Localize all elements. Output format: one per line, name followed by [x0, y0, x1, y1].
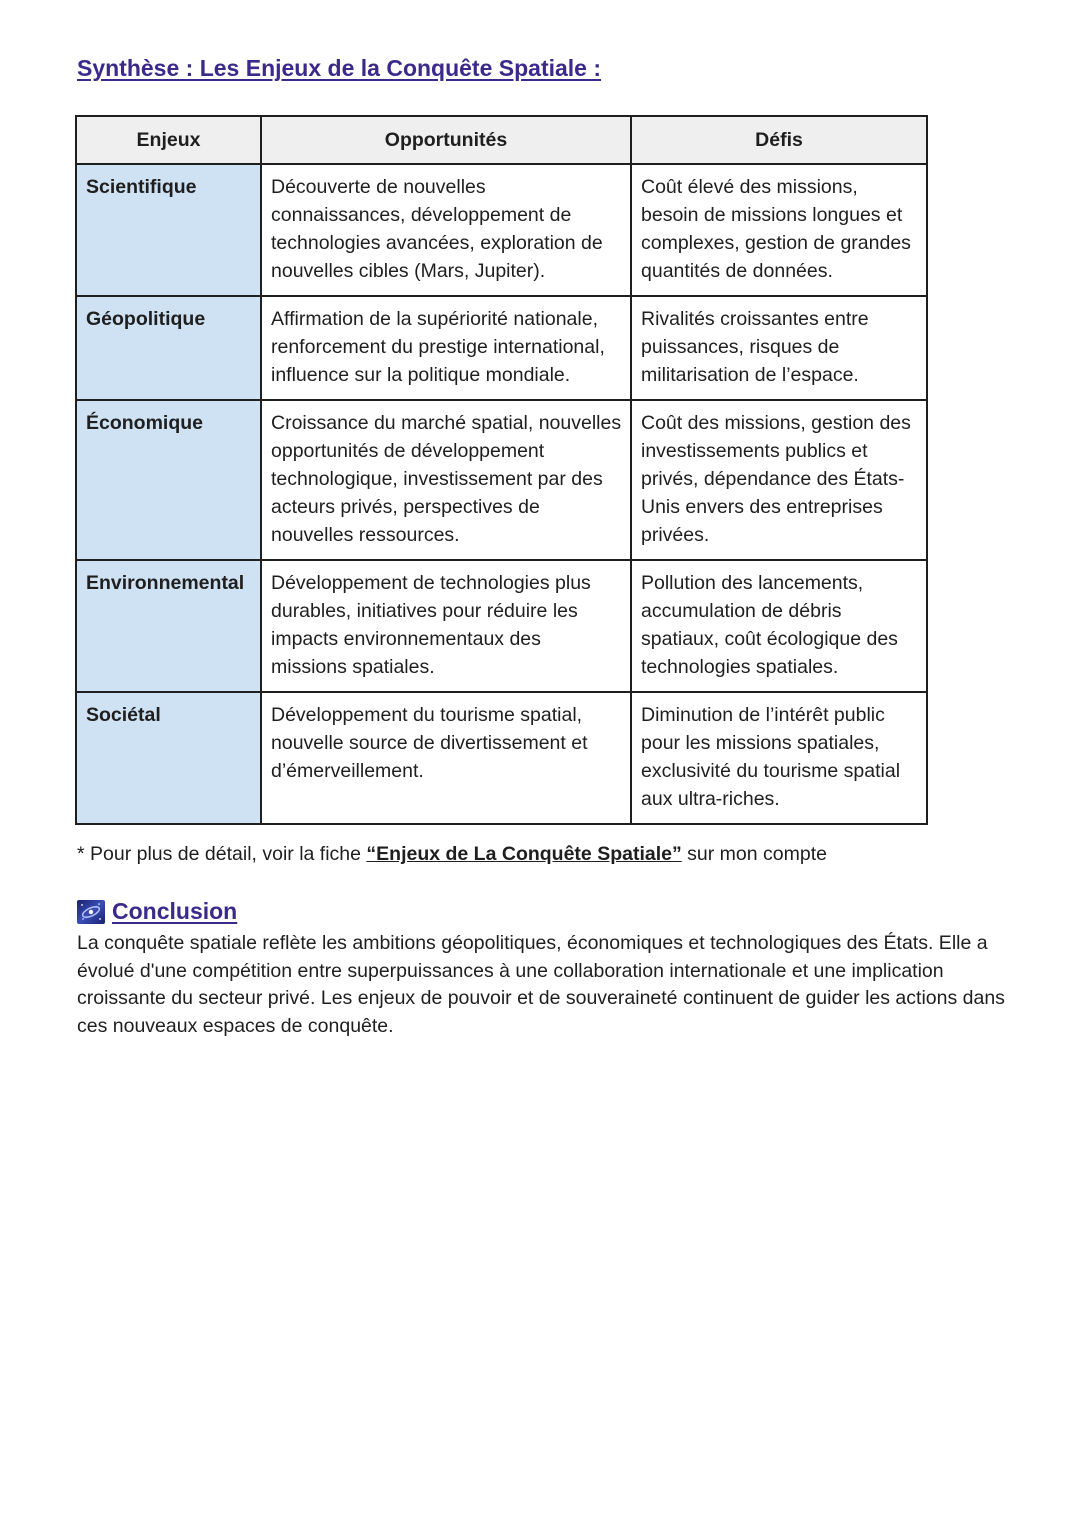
defis-cell: Coût élevé des missions, besoin de missions longues et complexes, gestion de grandes quantités de données.: [631, 164, 927, 296]
table-row: [76, 560, 927, 692]
enjeu-cell: Économique: [76, 400, 261, 560]
table-row: [76, 164, 927, 296]
table-header-row: [76, 116, 927, 164]
enjeu-cell: Scientifique: [76, 164, 261, 296]
galaxy-icon: [77, 900, 105, 924]
fiche-link[interactable]: “Enjeux de La Conquête Spatiale”: [366, 843, 682, 865]
footnote-suffix: sur mon compte: [681, 843, 827, 865]
enjeu-cell: Environnemental: [76, 560, 261, 692]
conclusion-text: La conquête spatiale reflète les ambitions géopolitiques, économiques et technologiques des États. Elle a évolué d'une compétition entre superpuissances à une collaboration internationale et une implication croissante du secteur privé. Les enjeux de pouvoir et de souveraineté continuent de guider les actions dans ces nouveaux espaces de conquête.: [77, 932, 1005, 1037]
enjeu-cell: Géopolitique: [76, 296, 261, 400]
table-row: [76, 296, 927, 400]
column-header-opportunites: Opportunités: [261, 116, 631, 164]
footnote: [77, 843, 827, 866]
page-title: Synthèse : Les Enjeux de la Conquête Spatiale :: [77, 55, 602, 81]
table-row: [76, 400, 927, 560]
defis-cell: Coût des missions, gestion des investissements publics et privés, dépendance des États-Unis envers des entreprises privées.: [631, 400, 927, 560]
defis-cell: Rivalités croissantes entre puissances, risques de militarisation de l’espace.: [631, 296, 927, 400]
footnote-prefix: * Pour plus de détail, voir la fiche: [77, 843, 367, 865]
conclusion-title: Conclusion: [112, 898, 238, 924]
defis-cell: Diminution de l’intérêt public pour les missions spatiales, exclusivité du tourisme spatial aux ultra-riches.: [631, 692, 927, 824]
opportunites-cell: Découverte de nouvelles connaissances, développement de technologies avancées, exploration de nouvelles cibles (Mars, Jupiter).: [261, 164, 631, 296]
column-header-enjeux: Enjeux: [76, 116, 261, 164]
opportunites-cell: Affirmation de la supériorité nationale, renforcement du prestige international, influence sur la politique mondiale.: [261, 296, 631, 400]
opportunites-cell: Développement de technologies plus durables, initiatives pour réduire les impacts environnementaux des missions spatiales.: [261, 560, 631, 692]
synthesis-table: [75, 115, 928, 825]
table-row: [76, 692, 927, 824]
enjeu-cell: Sociétal: [76, 692, 261, 824]
opportunites-cell: Croissance du marché spatial, nouvelles opportunités de développement technologique, investissement par des acteurs privés, perspectives de nouvelles ressources.: [261, 400, 631, 560]
defis-cell: Pollution des lancements, accumulation de débris spatiaux, coût écologique des technologies spatiales.: [631, 560, 927, 692]
conclusion-heading: [77, 898, 237, 925]
opportunites-cell: Développement du tourisme spatial, nouvelle source de divertissement et d’émerveillement.: [261, 692, 631, 824]
column-header-defis: Défis: [631, 116, 927, 164]
